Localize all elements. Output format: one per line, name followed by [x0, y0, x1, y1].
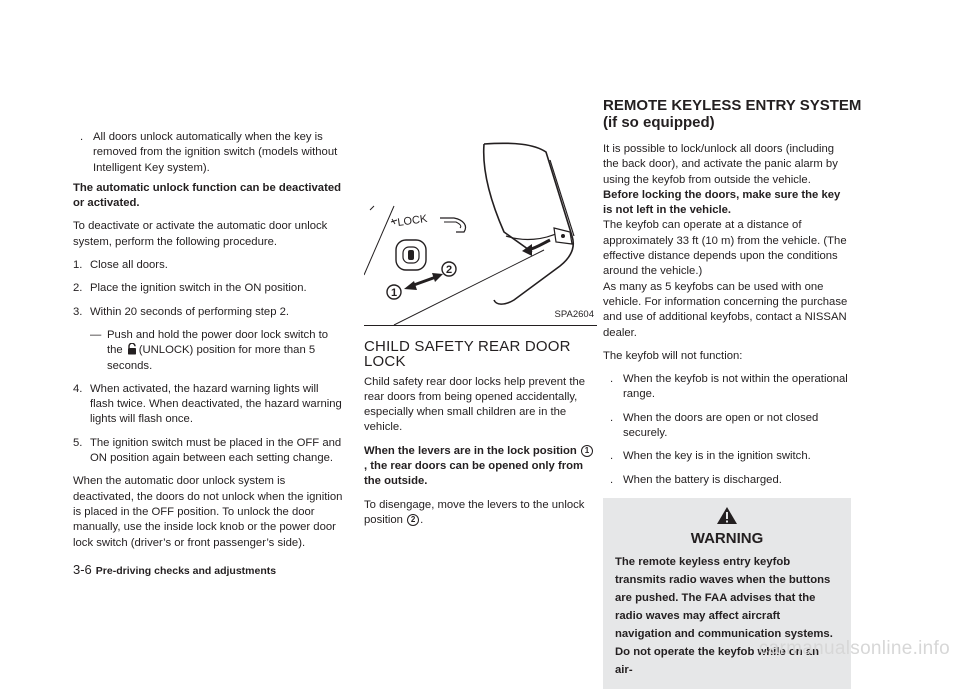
- step-text: Close all doors.: [90, 259, 168, 272]
- watermark: carmanualsonline.info: [758, 638, 950, 659]
- figure-code: SPA2604: [554, 308, 594, 320]
- bullet-marker: .: [610, 450, 614, 463]
- step-number: 2.: [73, 282, 83, 295]
- left-column: [73, 130, 345, 551]
- disengage-text-after: .: [420, 513, 424, 526]
- page-footer: [73, 562, 276, 577]
- bullet-marker: .: [80, 131, 84, 143]
- step-text: Within 20 seconds of performing step 2.: [90, 305, 290, 318]
- unlock-icon: [127, 343, 137, 355]
- list-item: [73, 382, 345, 428]
- warning-label: WARNING: [690, 530, 764, 548]
- child-lock-figure: [364, 140, 597, 326]
- list-item: [73, 281, 345, 296]
- not-function-intro: The keyfob will not function:: [603, 349, 743, 362]
- key-left-note: Before locking the doors, make sure the key is not left in the vehicle.: [603, 188, 841, 217]
- list-item: [73, 436, 345, 467]
- closing-paragraph: When the automatic door unlock system is deactivated, the doors do not unlock when the ignition is placed in the OFF position. To unlock the door manually, use the inside lock knob or the power door lock switch (driver’s or front passenger’s side).: [73, 475, 343, 549]
- middle-column: [364, 140, 597, 528]
- lock-position-note: [364, 444, 597, 490]
- warning-header: [615, 506, 839, 547]
- step-text: Place the ignition switch in the ON position.: [90, 282, 307, 295]
- section-title: CHILD SAFETY REAR DOOR LOCK: [364, 338, 571, 371]
- footer-section: Pre-driving checks and adjustments: [95, 565, 277, 577]
- substep-text-before: Push and hold the power door lock switch to the: [107, 328, 329, 357]
- heading-line-1: REMOTE KEYLESS ENTRY SYSTEM: [603, 97, 862, 114]
- step-number: 4.: [73, 382, 83, 395]
- list-item: [603, 411, 851, 442]
- step-text: When activated, the hazard warning lights will flash twice. When deactivated, the hazard warning lights will flash once.: [90, 382, 342, 426]
- bullet-text: When the key is in the ignition switch.: [623, 450, 811, 463]
- step-number: 1.: [73, 259, 83, 272]
- list-item: [603, 473, 851, 488]
- warning-triangle-icon: [716, 506, 738, 525]
- bullet-text: When the battery is discharged.: [623, 473, 782, 486]
- keyless-intro: It is possible to lock/unlock all doors (including the back door), and activate the panic alarm by using the keyfob from outside the vehicle.: [603, 143, 838, 186]
- list-item: [73, 258, 345, 273]
- step-text: The ignition switch must be placed in the OFF and ON position again between each setting change.: [90, 436, 342, 465]
- list-item: [73, 130, 345, 176]
- marker-2: 2: [445, 264, 453, 276]
- list-item: [603, 449, 851, 464]
- child-lock-body: Child safety rear door locks help prevent the rear doors from being opened accidentally, especially when small children are in the vehicle.: [364, 375, 586, 434]
- right-column: [603, 142, 851, 689]
- page-number: 3-6: [73, 562, 92, 577]
- disengage-note: [364, 498, 597, 529]
- bullet-text: When the keyfob is not within the operational range.: [623, 373, 848, 401]
- note-text-before: When the levers are in the lock position: [364, 444, 577, 457]
- marker-1-inline: 1: [581, 445, 593, 457]
- heading-line-2: (if so equipped): [603, 114, 715, 131]
- auto-unlock-note: The automatic unlock function can be deactivated or activated.: [73, 181, 342, 210]
- bullet-text: When the doors are open or not closed securely.: [623, 411, 819, 440]
- range-paragraph: The keyfob can operate at a distance of approximately 33 ft (10 m) from the vehicle. (The effective distance depends upon the conditions around the vehicle.): [603, 219, 847, 278]
- dash-marker: —: [90, 328, 102, 341]
- marker-2-inline: 2: [407, 514, 419, 526]
- lock-label: LOCK: [396, 212, 429, 229]
- note-text-after: , the rear doors can be opened only from the outside.: [364, 460, 584, 488]
- bullet-marker: .: [610, 473, 614, 486]
- procedure-intro: To deactivate or activate the automatic door unlock system, perform the following procedure.: [73, 220, 328, 248]
- marker-1: 1: [390, 287, 398, 299]
- substep: [73, 328, 345, 374]
- list-item: [603, 372, 851, 403]
- substep-text-after: (UNLOCK) position for more than 5 seconds.: [107, 344, 316, 372]
- bullet-marker: .: [610, 373, 614, 386]
- keyfobs-paragraph: As many as 5 keyfobs can be used with one vehicle. For information concerning the purchase and use of additional keyfobs, contact a NISSAN dealer.: [603, 280, 848, 339]
- step-number: 3.: [73, 305, 83, 318]
- section-heading: [603, 97, 863, 131]
- disengage-text-before: To disengage, move the levers to the unlock position: [364, 498, 585, 526]
- bullet-marker: .: [610, 411, 614, 424]
- door-illustration: [364, 140, 597, 325]
- step-number: 5.: [73, 436, 83, 449]
- bullet-text: All doors unlock automatically when the key is removed from the ignition switch (models without Intelligent Key system).: [93, 131, 338, 174]
- warning-text: The remote keyless entry keyfob transmits radio waves when the buttons are pushed. The FAA advises that the radio waves may affect aircraft navigation and communication systems. Do not operate the keyfob while on an air-: [615, 555, 833, 676]
- list-item: [73, 305, 345, 320]
